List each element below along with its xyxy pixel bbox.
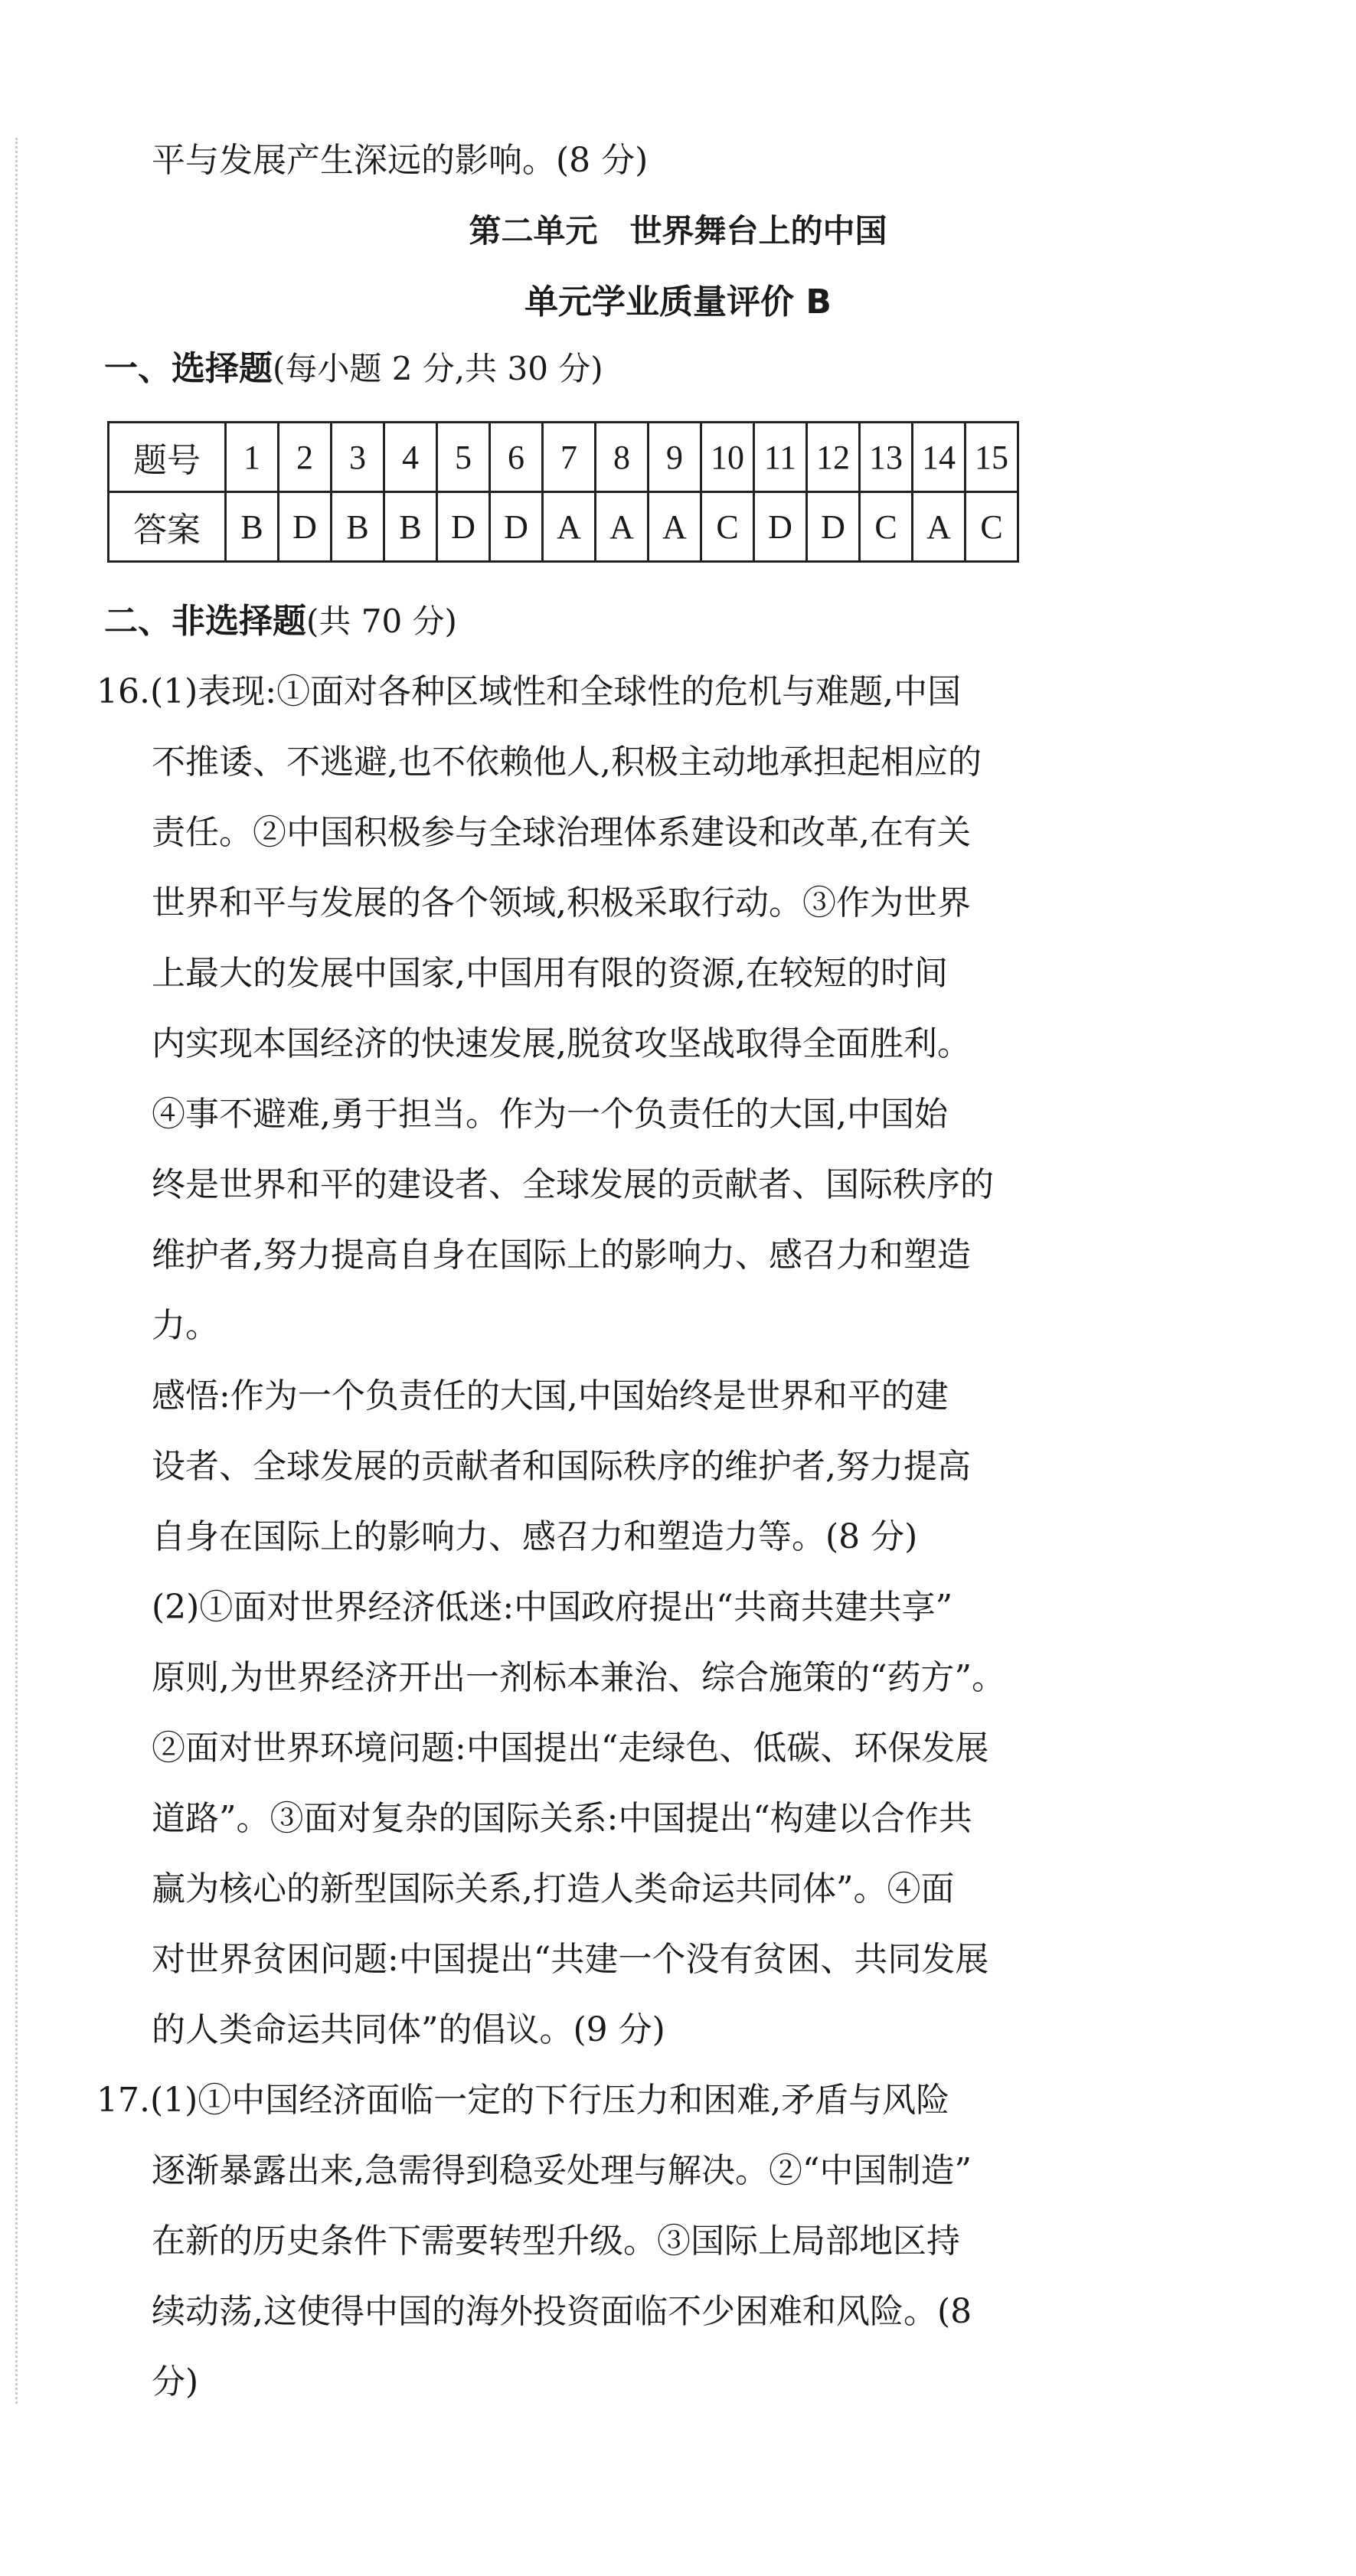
section-2-note: (共 70 分)	[306, 602, 457, 640]
answer-text-line: 分)	[152, 2362, 199, 2401]
question-number-cell: 6	[490, 423, 543, 492]
answer-text-line: 力。	[152, 1306, 219, 1345]
question-number-cell: 3	[332, 423, 384, 492]
row-label-number: 题号	[109, 423, 226, 492]
section-2-title: 二、非选择题	[104, 602, 306, 641]
answer-text-line: (2)①面对世界经济低迷:中国政府提出“共商共建共享”	[152, 1588, 953, 1627]
answer-cell: A	[596, 492, 649, 562]
answer-text-line: 设者、全球发展的贡献者和国际秩序的维护者,努力提高	[152, 1447, 971, 1486]
section-1-heading	[104, 346, 603, 392]
answer-text-line: 不推诿、不逃避,也不依赖他人,积极主动地承担起相应的	[152, 743, 982, 782]
question-number-cell: 10	[701, 423, 754, 492]
question-number-row	[109, 423, 1018, 492]
answer-cell: B	[226, 492, 279, 562]
answer-text-line: 上最大的发展中国家,中国用有限的资源,在较短的时间	[152, 954, 948, 993]
answer-text-line: 感悟:作为一个负责任的大国,中国始终是世界和平的建	[152, 1376, 949, 1415]
answer-table	[107, 421, 1019, 563]
answer-text-line: 维护者,努力提高自身在国际上的影响力、感召力和塑造	[152, 1236, 971, 1275]
answer-text-line: 内实现本国经济的快速发展,脱贫攻坚战取得全面胜利。	[152, 1024, 971, 1063]
question-number-cell: 12	[807, 423, 860, 492]
answer-text-line: 道路”。③面对复杂的国际关系:中国提出“构建以合作共	[152, 1799, 972, 1838]
answer-text-line: 赢为核心的新型国际关系,打造人类命运共同体”。④面	[152, 1869, 955, 1908]
answer-text-line: ④事不避难,勇于担当。作为一个负责任的大国,中国始	[152, 1095, 948, 1134]
answer-cell: D	[754, 492, 807, 562]
answer-cell: C	[860, 492, 913, 562]
question-number-cell: 4	[384, 423, 437, 492]
unit-title: 第二单元 世界舞台上的中国	[469, 212, 887, 250]
answer-cell: B	[384, 492, 437, 562]
question-number-cell: 15	[966, 423, 1018, 492]
answer-cell: D	[490, 492, 543, 562]
binding-margin-line	[15, 138, 18, 2404]
section-1-note: (每小题 2 分,共 30 分)	[273, 350, 603, 387]
answer-cell: A	[913, 492, 966, 562]
answer-cell: C	[966, 492, 1018, 562]
answer-text-line: 责任。②中国积极参与全球治理体系建设和改革,在有关	[152, 813, 971, 852]
question-number-cell: 5	[437, 423, 490, 492]
answer-text-line: 的人类命运共同体”的倡议。(9 分)	[152, 2010, 665, 2049]
answer-cell: A	[543, 492, 596, 562]
answer-cell: B	[332, 492, 384, 562]
question-number-cell: 7	[543, 423, 596, 492]
answer-cell: A	[649, 492, 701, 562]
question-number-cell: 11	[754, 423, 807, 492]
question-number-cell: 13	[860, 423, 913, 492]
question-number-cell: 2	[279, 423, 332, 492]
answer-row	[109, 492, 1018, 562]
answer-cell: D	[807, 492, 860, 562]
section-1-title: 一、选择题	[104, 349, 273, 388]
answer-text-line: 终是世界和平的建设者、全球发展的贡献者、国际秩序的	[152, 1165, 994, 1204]
evaluation-title: 单元学业质量评价 B	[524, 282, 832, 322]
answer-text-line: 逐渐暴露出来,急需得到稳妥处理与解决。②“中国制造”	[152, 2151, 972, 2190]
answer-text-line: 原则,为世界经济开出一剂标本兼治、综合施策的“药方”。	[152, 1658, 1005, 1697]
answer-cell: D	[437, 492, 490, 562]
answer-text-line: 对世界贫困问题:中国提出“共建一个没有贫困、共同发展	[152, 1940, 989, 1979]
row-label-answer: 答案	[109, 492, 226, 562]
question-number-cell: 8	[596, 423, 649, 492]
intro-tail-line: 平与发展产生深远的影响。(8 分)	[152, 141, 649, 180]
answer-text-line: 续动荡,这使得中国的海外投资面临不少困难和风险。(8	[152, 2292, 972, 2331]
question-number-cell: 9	[649, 423, 701, 492]
question-number-cell: 14	[913, 423, 966, 492]
section-2-heading	[104, 599, 457, 645]
answer-text-line: 在新的历史条件下需要转型升级。③国际上局部地区持	[152, 2222, 960, 2261]
answer-text-line: ②面对世界环境问题:中国提出“走绿色、低碳、环保发展	[152, 1729, 989, 1768]
answer-cell: C	[701, 492, 754, 562]
answer-text-line: 自身在国际上的影响力、感召力和塑造力等。(8 分)	[152, 1517, 918, 1556]
answer-text-line: 16.(1)表现:①面对各种区域性和全球性的危机与难题,中国	[96, 672, 962, 711]
answer-text-line: 17.(1)①中国经济面临一定的下行压力和困难,矛盾与风险	[96, 2081, 950, 2120]
answer-text-line: 世界和平与发展的各个领域,积极采取行动。③作为世界	[152, 883, 971, 922]
answer-cell: D	[279, 492, 332, 562]
question-number-cell: 1	[226, 423, 279, 492]
